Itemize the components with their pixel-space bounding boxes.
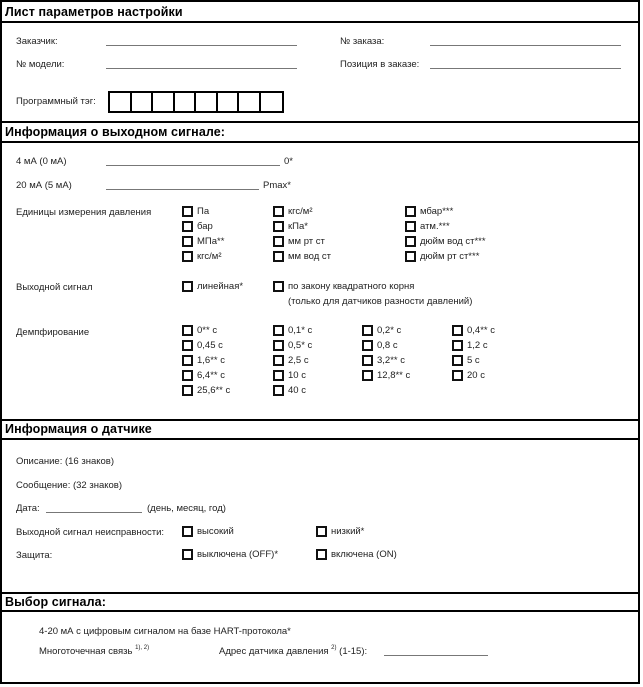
checkbox[interactable] bbox=[362, 370, 373, 381]
damping-option[interactable]: 1,6** с bbox=[182, 355, 225, 366]
damping-option[interactable]: 1,2 с bbox=[452, 340, 488, 351]
order-no-label: № заказа: bbox=[340, 36, 385, 47]
address-field[interactable] bbox=[384, 655, 488, 656]
tag-cell[interactable] bbox=[175, 93, 197, 111]
range-low-label: 4 мА (0 мА) bbox=[16, 156, 67, 167]
damping-option[interactable]: 0,8 с bbox=[362, 340, 398, 351]
software-tag-grid[interactable] bbox=[108, 91, 284, 113]
damping-option[interactable]: 5 с bbox=[452, 355, 480, 366]
checkbox[interactable] bbox=[273, 370, 284, 381]
range-low-field[interactable] bbox=[106, 165, 280, 166]
tag-cell[interactable] bbox=[261, 93, 283, 111]
divider bbox=[2, 592, 638, 594]
checkbox[interactable] bbox=[405, 221, 416, 232]
checkbox[interactable] bbox=[182, 355, 193, 366]
checkbox[interactable] bbox=[273, 385, 284, 396]
tag-cell[interactable] bbox=[153, 93, 175, 111]
unit-option-pa[interactable]: Па bbox=[182, 206, 209, 217]
damping-option[interactable]: 12,8** с bbox=[362, 370, 410, 381]
output-info-title: Информация о выходном сигнале: bbox=[5, 125, 226, 139]
checkbox[interactable] bbox=[452, 355, 463, 366]
checkbox[interactable] bbox=[273, 221, 284, 232]
protection-off-option[interactable]: выключена (OFF)* bbox=[182, 549, 278, 560]
output-linear-option[interactable]: линейная* bbox=[182, 281, 243, 292]
sensor-info-title: Информация о датчике bbox=[5, 422, 152, 436]
protection-label: Защита: bbox=[16, 550, 53, 561]
damping-option[interactable]: 20 с bbox=[452, 370, 485, 381]
alarm-low-option[interactable]: низкий* bbox=[316, 526, 364, 537]
checkbox[interactable] bbox=[182, 206, 193, 217]
address-label: Адрес датчика давления $^{2)}$ (1-15): bbox=[219, 645, 368, 657]
order-position-label: Позиция в заказе: bbox=[340, 59, 420, 70]
damping-option[interactable]: 6,4** с bbox=[182, 370, 225, 381]
protection-on-option[interactable]: включена (ON) bbox=[316, 549, 397, 560]
divider bbox=[2, 21, 638, 23]
checkbox[interactable] bbox=[316, 549, 327, 560]
checkbox[interactable] bbox=[362, 325, 373, 336]
software-tag-label: Программный тэг: bbox=[16, 96, 96, 107]
damping-option[interactable]: 0,2* с bbox=[362, 325, 401, 336]
checkbox[interactable] bbox=[182, 549, 193, 560]
checkbox[interactable] bbox=[362, 355, 373, 366]
checkbox[interactable] bbox=[273, 340, 284, 351]
checkbox[interactable] bbox=[362, 340, 373, 351]
unit-option-kgf-m2-b[interactable]: кгс/м² bbox=[273, 206, 313, 217]
checkbox[interactable] bbox=[405, 236, 416, 247]
damping-option[interactable]: 0,45 с bbox=[182, 340, 223, 351]
range-high-suffix: Pmax* bbox=[263, 180, 291, 191]
divider bbox=[2, 141, 638, 143]
unit-option-atm[interactable]: атм.*** bbox=[405, 221, 450, 232]
divider bbox=[2, 121, 638, 123]
unit-option-kgf-m2[interactable]: кгс/м² bbox=[182, 251, 222, 262]
damping-option[interactable]: 0,1* с bbox=[273, 325, 312, 336]
tag-cell[interactable] bbox=[239, 93, 261, 111]
damping-option[interactable]: 40 с bbox=[273, 385, 306, 396]
unit-option-bar[interactable]: бар bbox=[182, 221, 213, 232]
tag-cell[interactable] bbox=[110, 93, 132, 111]
alarm-label: Выходной сигнал неисправности: bbox=[16, 527, 165, 538]
checkbox[interactable] bbox=[273, 206, 284, 217]
customer-field[interactable] bbox=[106, 45, 297, 46]
order-position-field[interactable] bbox=[430, 68, 621, 69]
unit-option-mbar[interactable]: мбар*** bbox=[405, 206, 453, 217]
divider bbox=[2, 419, 638, 421]
damping-label: Демпфирование bbox=[16, 327, 90, 338]
damping-option[interactable]: 10 с bbox=[273, 370, 306, 381]
multidrop-label: Многоточечная связь $^{1), 2)}$ bbox=[39, 645, 150, 657]
range-high-label: 20 мА (5 мА) bbox=[16, 180, 72, 191]
unit-option-kpa[interactable]: кПа* bbox=[273, 221, 308, 232]
output-signal-label: Выходной сигнал bbox=[16, 282, 93, 293]
tag-cell[interactable] bbox=[132, 93, 154, 111]
checkbox[interactable] bbox=[182, 370, 193, 381]
checkbox[interactable] bbox=[452, 325, 463, 336]
footnote-ref: 1), 2) bbox=[135, 645, 150, 651]
checkbox[interactable] bbox=[273, 355, 284, 366]
checkbox[interactable] bbox=[316, 526, 327, 537]
date-hint: (день, месяц, год) bbox=[147, 503, 226, 514]
checkbox[interactable] bbox=[452, 370, 463, 381]
date-label: Дата: bbox=[16, 503, 40, 514]
checkbox[interactable] bbox=[273, 251, 284, 262]
description-label: Описание: (16 знаков) bbox=[16, 456, 115, 467]
checkbox[interactable] bbox=[273, 236, 284, 247]
checkbox[interactable] bbox=[182, 251, 193, 262]
damping-option[interactable]: 0** с bbox=[182, 325, 217, 336]
footnote-ref: 2) bbox=[331, 645, 337, 651]
checkbox[interactable] bbox=[273, 325, 284, 336]
output-sqrt-option[interactable]: по закону квадратного корня bbox=[273, 281, 414, 292]
checkbox[interactable] bbox=[452, 340, 463, 351]
checkbox[interactable] bbox=[182, 221, 193, 232]
unit-option-inh2o[interactable]: дюйм вод ст*** bbox=[405, 236, 486, 247]
checkbox[interactable] bbox=[182, 385, 193, 396]
damping-option[interactable]: 3,2** с bbox=[362, 355, 405, 366]
customer-label: Заказчик: bbox=[16, 36, 58, 47]
tag-cell[interactable] bbox=[196, 93, 218, 111]
checkbox[interactable] bbox=[182, 340, 193, 351]
hart-label: 4-20 мА с цифровым сигналом на базе HART-протокола* bbox=[39, 626, 291, 637]
unit-option-mpa[interactable]: МПа** bbox=[182, 236, 224, 247]
unit-option-inhg[interactable]: дюйм рт ст*** bbox=[405, 251, 479, 262]
damping-option[interactable]: 0,4** с bbox=[452, 325, 495, 336]
alarm-high-option[interactable]: высокий bbox=[182, 526, 234, 537]
checkbox[interactable] bbox=[405, 251, 416, 262]
checkbox[interactable] bbox=[273, 281, 284, 292]
unit-option-mmh2o[interactable]: мм вод ст bbox=[273, 251, 331, 262]
model-no-field[interactable] bbox=[106, 68, 297, 69]
checkbox[interactable] bbox=[182, 236, 193, 247]
setup-sheet-title: Лист параметров настройки bbox=[5, 5, 183, 19]
divider bbox=[2, 438, 638, 440]
unit-option-mmhg[interactable]: мм рт ст bbox=[273, 236, 325, 247]
divider bbox=[2, 610, 638, 612]
damping-option[interactable]: 25,6** с bbox=[182, 385, 230, 396]
model-no-label: № модели: bbox=[16, 59, 65, 70]
date-field[interactable] bbox=[46, 512, 142, 513]
pressure-units-label: Единицы измерения давления bbox=[16, 207, 152, 218]
order-no-field[interactable] bbox=[430, 45, 621, 46]
checkbox[interactable] bbox=[182, 526, 193, 537]
output-sqrt-note: (только для датчиков разности давлений) bbox=[288, 296, 473, 307]
tag-cell[interactable] bbox=[218, 93, 240, 111]
range-high-field[interactable] bbox=[106, 189, 259, 190]
damping-option[interactable]: 0,5* с bbox=[273, 340, 312, 351]
checkbox[interactable] bbox=[182, 281, 193, 292]
range-low-suffix: 0* bbox=[284, 156, 293, 167]
signal-select-title: Выбор сигнала: bbox=[5, 595, 106, 609]
message-label: Сообщение: (32 знаков) bbox=[16, 480, 122, 491]
damping-option[interactable]: 2,5 с bbox=[273, 355, 309, 366]
checkbox[interactable] bbox=[405, 206, 416, 217]
checkbox[interactable] bbox=[182, 325, 193, 336]
